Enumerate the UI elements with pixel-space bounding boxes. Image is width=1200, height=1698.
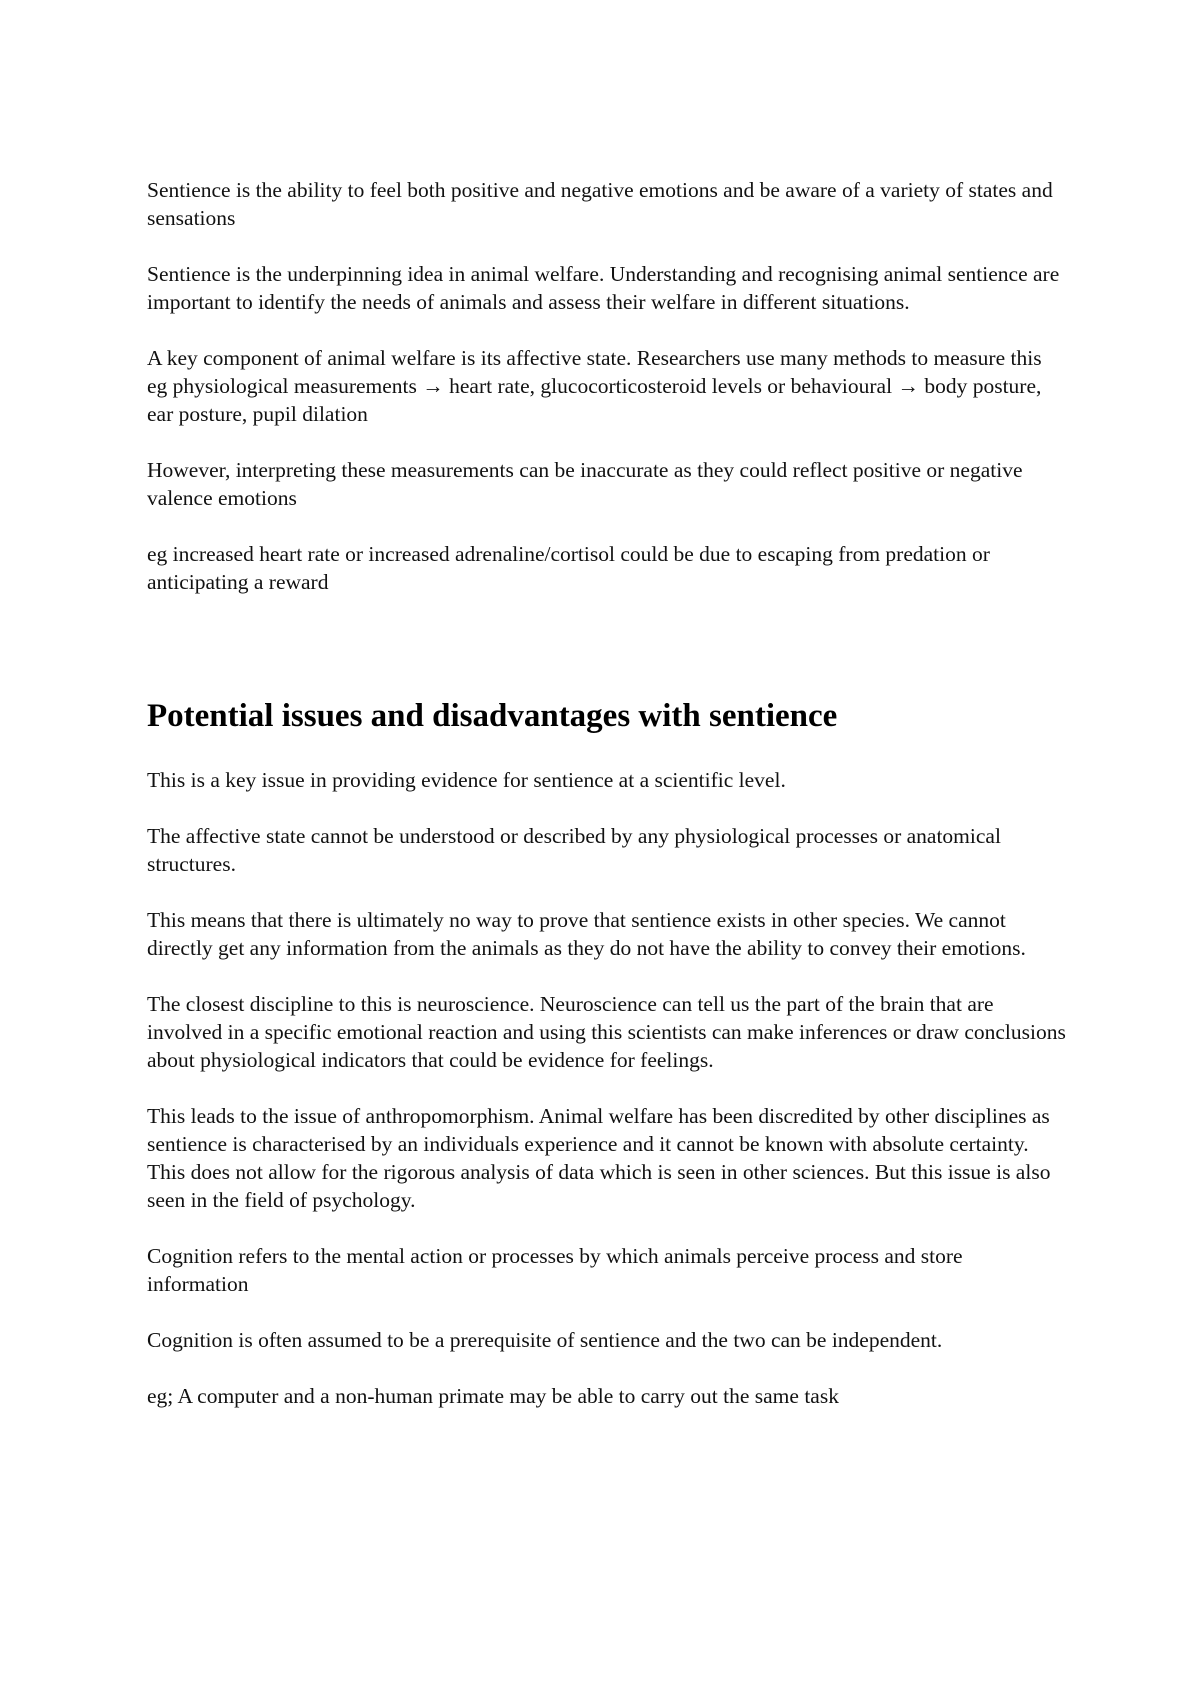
paragraph-sentience-welfare: Sentience is the underpinning idea in animal welfare. Understanding and recognising animal sentience are important to identify the needs of animals and assess their welfare in different situations. xyxy=(147,262,1060,314)
paragraph-key-issue: This is a key issue in providing evidence for sentience at a scientific level. xyxy=(147,768,786,792)
paragraph-cognition-definition: Cognition refers to the mental action or processes by which animals perceive process and store information xyxy=(147,1244,963,1296)
document-body xyxy=(147,176,1067,1438)
paragraph-sentience-definition: Sentience is the ability to feel both positive and negative emotions and be aware of a variety of states and sensations xyxy=(147,178,1053,230)
paragraph-no-proof: This means that there is ultimately no way to prove that sentience exists in other species. We cannot directly get any information from the animals as they do not have the ability to convey their emotions. xyxy=(147,908,1026,960)
paragraph-heart-rate-example: eg increased heart rate or increased adrenaline/cortisol could be due to escaping from predation or anticipating a reward xyxy=(147,542,990,594)
paragraph-affective-state-physiology: The affective state cannot be understood or described by any physiological processes or anatomical structures. xyxy=(147,824,1001,876)
paragraph-affective-state: A key component of animal welfare is its affective state. Researchers use many methods to measure this eg physiological measurements → heart rate, glucocorticosteroid levels or behavioural → body posture, ear posture, pupil dilation xyxy=(147,346,1042,426)
paragraph-cognition-prerequisite: Cognition is often assumed to be a prerequisite of sentience and the two can be independent. xyxy=(147,1328,943,1352)
paragraph-neuroscience: The closest discipline to this is neuroscience. Neuroscience can tell us the part of the brain that are involved in a specific emotional reaction and using this scientists can make inferences or draw conclusions about physiological indicators that could be evidence for feelings. xyxy=(147,992,1066,1072)
section-heading: Potential issues and disadvantages with sentience xyxy=(147,698,838,734)
paragraph-anthropomorphism: This leads to the issue of anthropomorphism. Animal welfare has been discredited by other disciplines as sentience is characterised by an individuals experience and it cannot be known with absolute certainty. This does not allow for the rigorous analysis of data which is seen in other sciences. But this issue is also seen in the field of psychology. xyxy=(147,1104,1051,1212)
paragraph-computer-example: eg; A computer and a non-human primate may be able to carry out the same task xyxy=(147,1384,839,1408)
paragraph-interpretation: However, interpreting these measurements can be inaccurate as they could reflect positive or negative valence emotions xyxy=(147,458,1023,510)
